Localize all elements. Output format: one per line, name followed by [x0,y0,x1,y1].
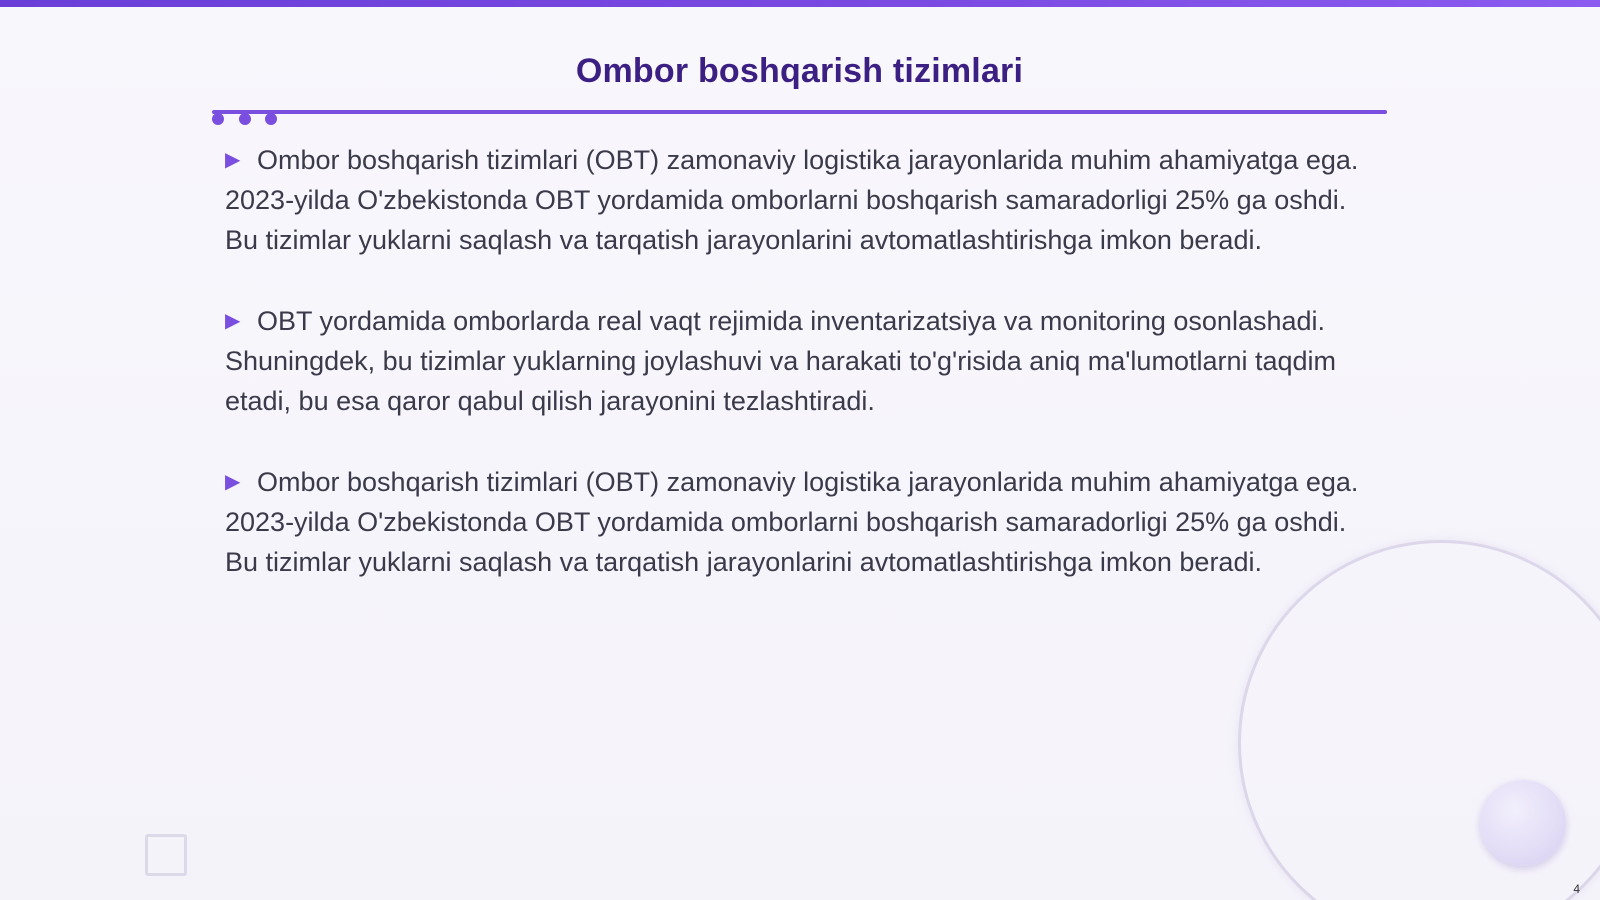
paragraph-text: Ombor boshqarish tizimlari (OBT) zamonaviy logistika jarayonlarida muhim ahamiyatga ega. 2023-yilda O'zbekistonda OBT yordamida omborlarni boshqarish samaradorligi 25% ga oshdi. Bu tizimlar yuklarni saqlash va tarqatish jarayonlarini avtomatlashtirishga imkon beradi. [225,145,1359,255]
bullet-paragraph [225,462,1385,582]
bullet-arrow-icon: ▶ [225,310,241,332]
paragraph-text: OBT yordamida omborlarda real vaqt rejimida inventarizatsiya va monitoring osonlashadi. Shuningdek, bu tizimlar yuklarning joylashuvi va harakati to'g'risida aniq ma'lumotlarni taqdim etadi, bu esa qaror qabul qilish jarayonini tezlashtiradi. [225,306,1337,416]
decorative-dot [212,113,224,125]
title-underline [212,110,1387,114]
bullet-arrow-icon: ▶ [225,149,241,171]
top-accent-bar [0,0,1600,7]
slide-title: Ombor boshqarish tizimlari [575,52,1024,90]
slide-body [225,140,1385,623]
decorative-sphere [1480,780,1566,866]
bullet-arrow-icon: ▶ [225,471,241,493]
decorative-dot [265,113,277,125]
decorative-dot [239,113,251,125]
bullet-paragraph [225,301,1385,421]
decorative-square [145,834,187,876]
bullet-paragraph [225,140,1385,260]
page-number: 4 [1573,882,1580,896]
paragraph-text: Ombor boshqarish tizimlari (OBT) zamonaviy logistika jarayonlarida muhim ahamiyatga ega. 2023-yilda O'zbekistonda OBT yordamida omborlarni boshqarish samaradorligi 25% ga oshdi. Bu tizimlar yuklarni saqlash va tarqatish jarayonlarini avtomatlashtirishga imkon beradi. [225,467,1359,577]
